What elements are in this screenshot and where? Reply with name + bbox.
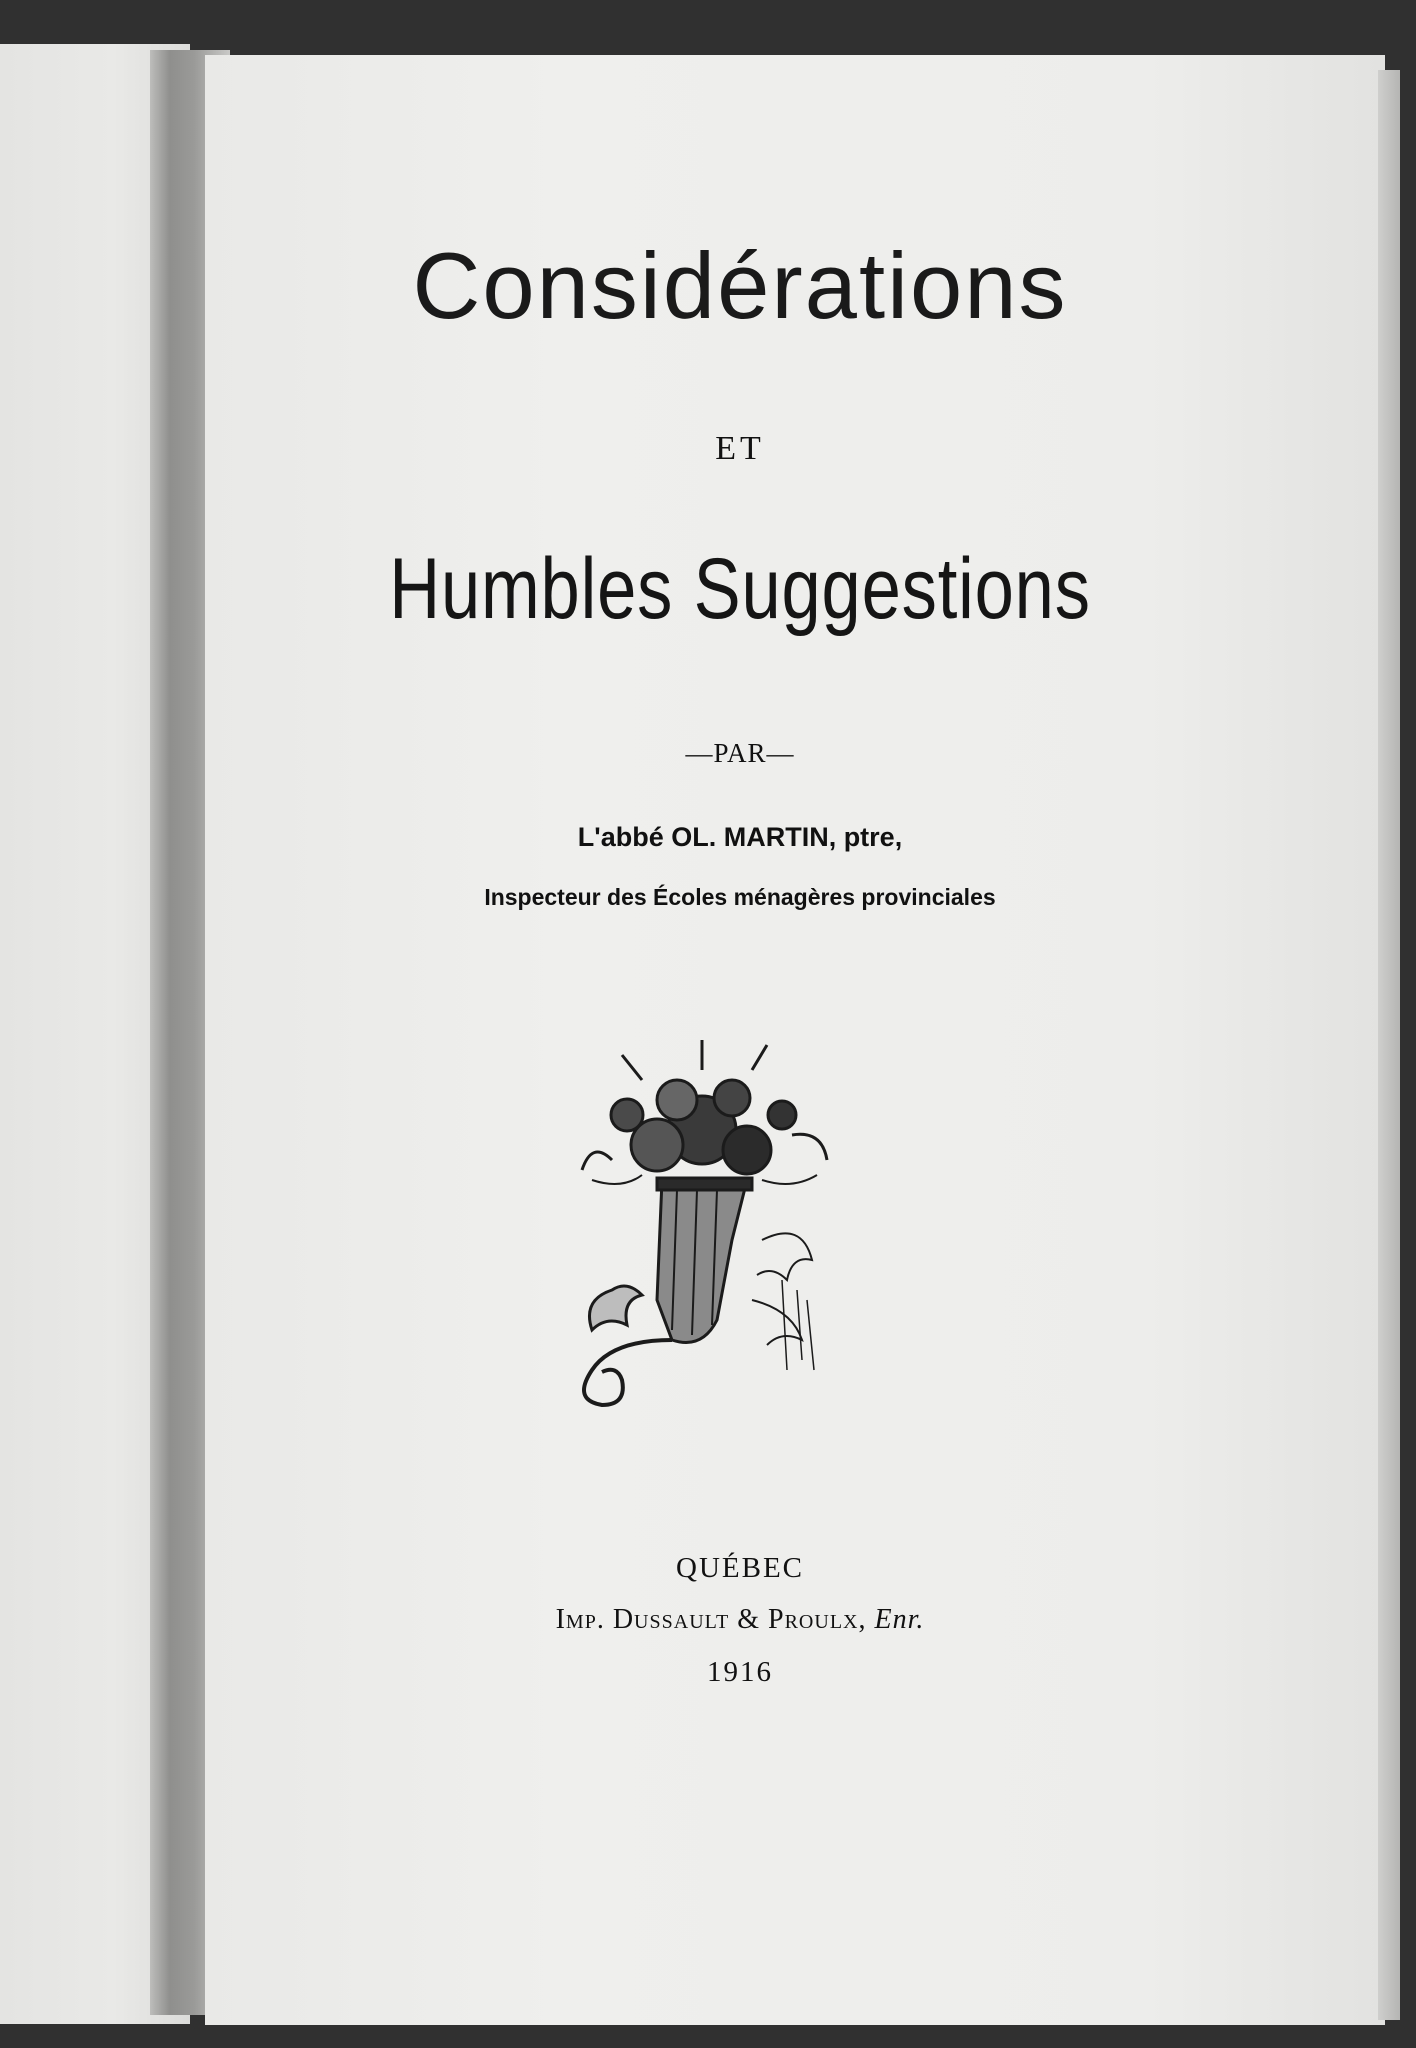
title-line-1: Considérations — [412, 233, 1068, 338]
par-label: —PAR— — [685, 738, 795, 768]
title-conjunction: ET — [715, 430, 765, 467]
cornucopia-ornament — [552, 1040, 852, 1420]
author-name: L'abbé OL. MARTIN, ptre, — [577, 822, 903, 852]
imprint-printer — [205, 1604, 1275, 1636]
imprint-year: 1916 — [707, 1656, 773, 1688]
printer-suffix: Enr. — [874, 1604, 925, 1635]
author-title: Inspecteur des Écoles ménagères provinciales — [484, 884, 996, 910]
printer-name: Imp. Dussault & Proulx, — [555, 1604, 867, 1635]
title-line-2: Humbles Suggestions — [389, 541, 1091, 637]
page-edge — [1378, 70, 1400, 2020]
imprint-city: QUÉBEC — [676, 1552, 804, 1584]
